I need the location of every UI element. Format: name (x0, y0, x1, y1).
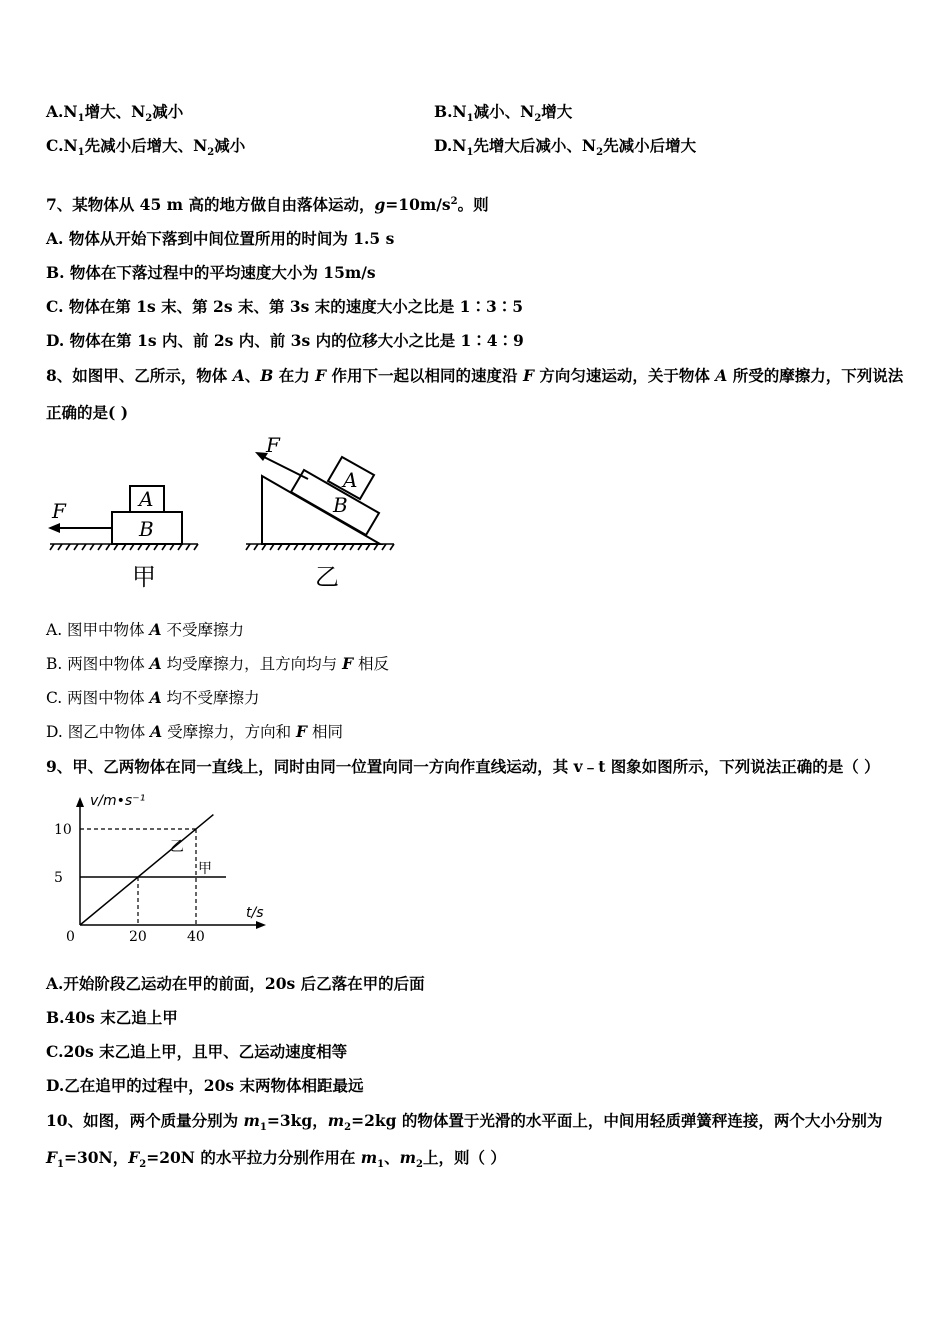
force-arrow-yi (262, 456, 308, 479)
q8-stem-line1: 8、如图甲、乙所示，物体 A、B 在力 F 作用下一起以相同的速度沿 F 方向匀速运动，关于物体 A 所受的摩擦力，下列说法 (46, 366, 904, 385)
q9-stem: 9、甲、乙两物体在同一直线上，同时由同一位置向同一方向作直线运动，其 v﹣t 图象如图所示，下列说法正确的是（ ） (46, 757, 880, 776)
q8-option-d: D. 图乙中物体 A 受摩擦力，方向和 F 相同 (46, 722, 343, 741)
q7-option-c: C. 物体在第 1s 末、第 2s 末、第 3s 末的速度大小之比是 1∶3∶5 (46, 297, 524, 316)
q7-stem: 7、某物体从 45 m 高的地方做自由落体运动，$g=10m/s^2$。则 (46, 195, 489, 214)
label-b-jia: B (139, 517, 154, 541)
y-tick-label: 10 (54, 822, 72, 838)
x-tick-label: 20 (129, 929, 147, 945)
caption-jia: 甲 (132, 563, 156, 591)
q6-option-c: $C.N_1$先减小后增大、$N_2$减小 (46, 136, 246, 159)
q9-option-c: C.20s 末乙追上甲，且甲、乙运动速度相等 (46, 1042, 348, 1061)
q6-option-d: $D.N_1$先增大后减小、$N_2$先减小后增大 (434, 136, 697, 159)
label-b-yi: B (333, 493, 348, 517)
q7-option-a: A. 物体从开始下落到中间位置所用的时间为 1.5 s (46, 229, 395, 248)
series-label-jia: 甲 (198, 861, 212, 877)
series-yi-line (80, 815, 213, 925)
q9-option-d: D.乙在追甲的过程中，20s 末两物体相距最远 (46, 1076, 364, 1095)
q9-option-a: A.开始阶段乙运动在甲的前面，20s 后乙落在甲的后面 (46, 974, 425, 993)
q8-option-c: C. 两图中物体 A 均不受摩擦力 (46, 688, 260, 707)
q7-option-d: D. 物体在第 1s 内、前 2s 内、前 3s 内的位移大小之比是 1∶4∶9 (46, 331, 524, 350)
label-a-yi: A (343, 468, 358, 492)
q6-option-a: $A.N_1$增大、$N_2$减小 (46, 102, 184, 125)
x-axis (80, 921, 266, 929)
q6-option-b: $B.N_1$减小、$N_2$增大 (434, 102, 573, 125)
q10-stem-line2: $F_1=30N$，$F_2=20N$ 的水平拉力分别作用在 $m_1$、$m_2$上，则（ ） (46, 1148, 506, 1171)
q9-option-b: B.40s 末乙追上甲 (46, 1008, 178, 1027)
q7-option-b: B. 物体在下落过程中的平均速度大小为 15m/s (46, 263, 376, 282)
label-a-jia: A (139, 487, 154, 511)
vt-chart (40, 785, 280, 950)
q8-figure (40, 430, 410, 595)
label-f-yi: F (266, 433, 280, 457)
caption-yi: 乙 (315, 563, 339, 591)
x-tick-label: 40 (187, 929, 205, 945)
q8-option-b: B. 两图中物体 A 均受摩擦力，且方向均与 F 相反 (46, 654, 390, 673)
y-axis (76, 797, 84, 925)
y-axis-arrowhead (76, 797, 84, 807)
x-tick-label: 0 (66, 929, 75, 945)
q8-stem-line2: 正确的是( ) (46, 403, 129, 422)
q10-stem-line1: 10、如图，两个质量分别为 $m_1=3kg$，$m_2=2kg$ 的物体置于光滑的水平面上，中间用轻质弹簧秤连接，两个大小分别为 (46, 1111, 883, 1134)
x-axis-arrowhead (256, 921, 266, 929)
y-tick-label: 5 (54, 870, 63, 886)
force-arrowhead-jia (48, 523, 60, 533)
y-axis-label: v/m•s⁻¹ (90, 793, 146, 809)
label-f-jia: F (52, 499, 66, 523)
q8-option-a: A. 图甲中物体 A 不受摩擦力 (46, 620, 244, 639)
series-label-yi: 乙 (169, 839, 184, 855)
x-axis-label: t/s (246, 905, 264, 921)
